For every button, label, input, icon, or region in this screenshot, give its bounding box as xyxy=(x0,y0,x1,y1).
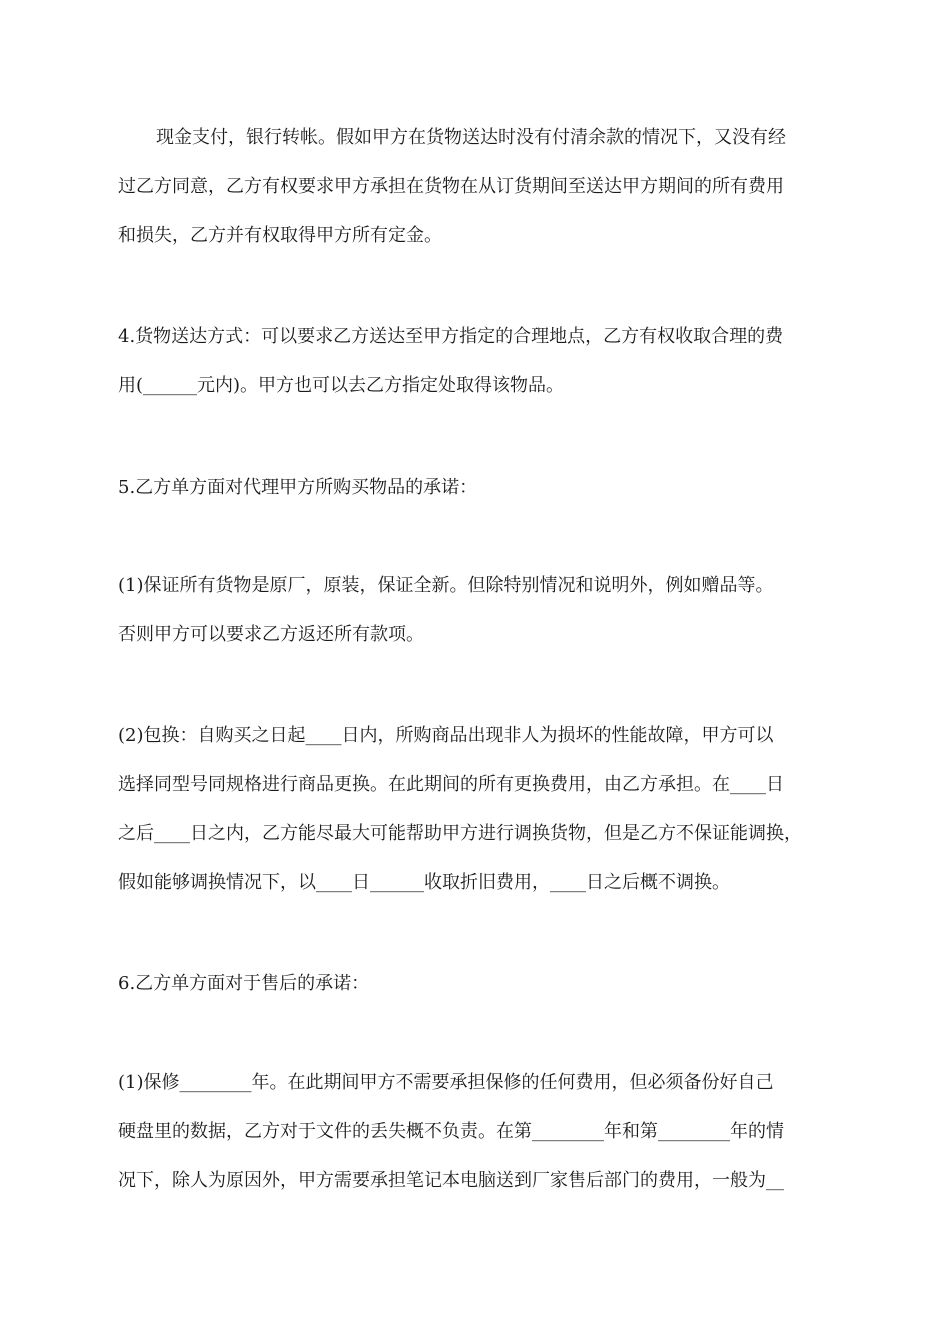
paragraph-payment xyxy=(118,113,838,260)
text-line: (1)保修________年。在此期间甲方不需要承担保修的任何费用，但必须备份好自己 xyxy=(118,1072,774,1093)
text-line: 之后____日之内，乙方能尽最大可能帮助甲方进行调换货物，但是乙方不保证能调换， xyxy=(118,823,802,844)
paragraph-clause-5-1 xyxy=(118,561,838,659)
text-line: 5.乙方单方面对代理甲方所购买物品的承诺： xyxy=(118,477,478,498)
text-line: 现金支付，银行转帐。假如甲方在货物送达时没有付清余款的情况下，又没有经 xyxy=(156,127,786,148)
text-line: (2)包换：自购买之日起____日内，所购商品出现非人为损坏的性能故障，甲方可以 xyxy=(118,725,774,746)
text-line: 假如能够调换情况下，以____日______收取折旧费用，____日之后概不调换。 xyxy=(118,872,730,893)
text-line: 况下，除人为原因外，甲方需要承担笔记本电脑送到厂家售后部门的费用，一般为__ xyxy=(118,1170,784,1191)
text-line: 6.乙方单方面对于售后的承诺： xyxy=(118,973,370,994)
text-line: 用(______元内)。甲方也可以去乙方指定处取得该物品。 xyxy=(118,375,565,396)
paragraph-clause-6-1 xyxy=(118,1058,838,1205)
text-line: 硬盘里的数据，乙方对于文件的丢失概不负责。在第________年和第________年的情 xyxy=(118,1121,784,1142)
text-line: 和损失，乙方并有权取得甲方所有定金。 xyxy=(118,225,442,246)
paragraph-clause-5-2 xyxy=(118,711,838,907)
text-line: 否则甲方可以要求乙方返还所有款项。 xyxy=(118,624,424,645)
text-line: 过乙方同意，乙方有权要求甲方承担在货物在从订货期间至送达甲方期间的所有费用 xyxy=(118,176,784,197)
text-line: (1)保证所有货物是原厂，原装，保证全新。但除特别情况和说明外，例如赠品等。 xyxy=(118,575,774,596)
paragraph-clause-6 xyxy=(118,959,838,1008)
text-line: 4.货物送达方式：可以要求乙方送达至甲方指定的合理地点，乙方有权收取合理的费 xyxy=(118,326,784,347)
paragraph-clause-5 xyxy=(118,463,838,512)
paragraph-clause-4 xyxy=(118,312,838,410)
text-line: 选择同型号同规格进行商品更换。在此期间的所有更换费用，由乙方承担。在____日 xyxy=(118,774,784,795)
